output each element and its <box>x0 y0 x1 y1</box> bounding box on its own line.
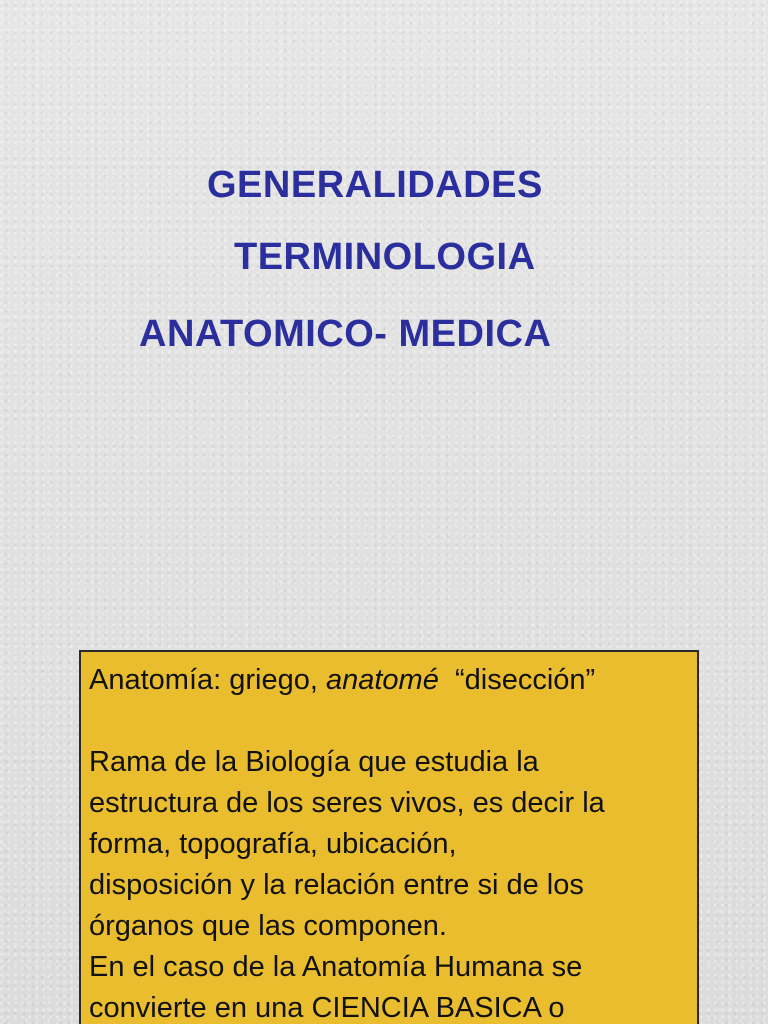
definition-line: Rama de la Biología que estudia la <box>89 746 539 778</box>
etymology-term: anatomé <box>325 664 439 696</box>
definition-line: En el caso de la Anatomía Humana se <box>89 951 583 983</box>
title-line-generalidades: GENERALIDADES <box>207 164 543 206</box>
definition-line: convierte en una CIENCIA BASICA o <box>89 992 565 1024</box>
definition-line: estructura de los seres vivos, es decir la <box>89 787 605 819</box>
definition-line: forma, topografía, ubicación, <box>89 828 457 860</box>
etymology-prefix: Anatomía: griego, <box>89 664 318 696</box>
etymology-line <box>89 660 689 701</box>
definition-line: órganos que las componen. <box>89 910 447 942</box>
etymology-meaning: “disección” <box>454 664 596 696</box>
title-line-terminologia: TERMINOLOGIA <box>234 236 536 278</box>
definition-line: disposición y la relación entre si de los <box>89 869 584 901</box>
paragraph-spacer <box>89 701 689 742</box>
definition-box <box>79 650 699 1024</box>
title-line-anatomico-medica: ANATOMICO- MEDICA <box>139 313 552 355</box>
